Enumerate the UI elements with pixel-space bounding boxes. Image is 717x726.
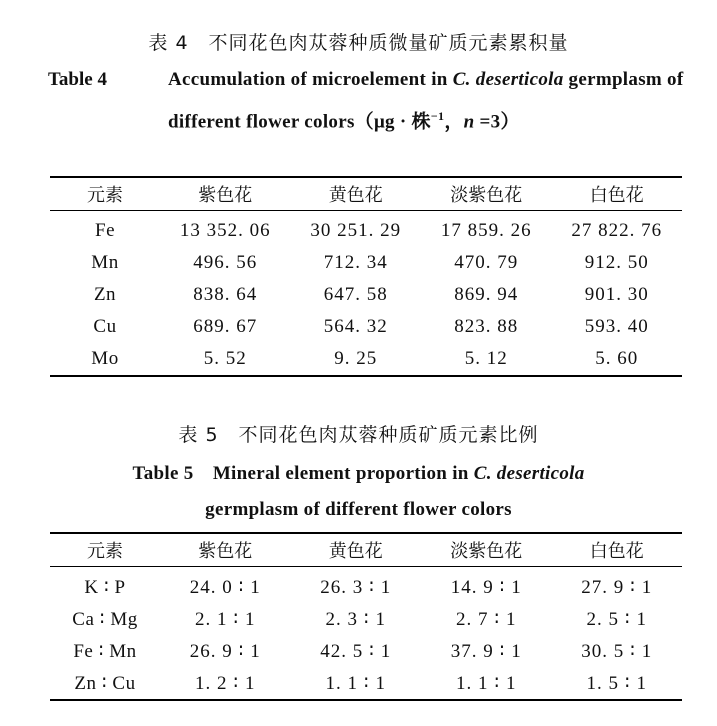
- column-header: 淡紫色花: [421, 533, 552, 567]
- value-cell: 30 251. 29: [310, 220, 402, 241]
- value-cell: 14. 9 ∶ 1: [450, 576, 522, 598]
- value-cell: 24. 0 ∶ 1: [189, 576, 261, 598]
- table5-caption-en: Table 5 Mineral element proportion in C. deserticola germplasm of different flower colors: [132, 463, 585, 520]
- value-cell: 689. 67: [193, 316, 258, 337]
- value-cell: 1. 5 ∶ 1: [586, 672, 647, 694]
- value-cell: 712. 34: [323, 252, 388, 273]
- value-cell: 564. 32: [323, 316, 388, 337]
- value-cell: 593. 40: [584, 316, 649, 337]
- element-cell: K ∶ P: [84, 576, 126, 598]
- element-cell: Mo: [91, 348, 119, 369]
- column-header: 元素: [50, 177, 160, 211]
- column-header: 白色花: [552, 177, 683, 211]
- value-cell: 2. 7 ∶ 1: [456, 608, 517, 630]
- value-cell: 5. 12: [464, 348, 508, 369]
- value-cell: 42. 5 ∶ 1: [320, 640, 392, 662]
- table4-header-row: [50, 177, 682, 211]
- value-cell: 13 352. 06: [179, 220, 271, 241]
- value-cell: 37. 9 ∶ 1: [450, 640, 522, 662]
- table-row: [50, 247, 682, 279]
- value-cell: 647. 58: [323, 284, 388, 305]
- value-cell: 1. 2 ∶ 1: [195, 672, 256, 694]
- table4-label: Table 4: [48, 69, 107, 90]
- column-header: 黄色花: [291, 177, 422, 211]
- element-cell: Zn ∶ Cu: [74, 672, 136, 694]
- table5: [50, 532, 682, 701]
- value-cell: 1. 1 ∶ 1: [325, 672, 386, 694]
- value-cell: 30. 5 ∶ 1: [581, 640, 653, 662]
- value-cell: 9. 25: [334, 348, 378, 369]
- table4: [50, 176, 682, 377]
- table-row: [50, 667, 682, 700]
- table5-caption-cn: 表 5 不同花色肉苁蓉种质矿质元素比例: [178, 424, 539, 446]
- element-cell: Mn: [91, 252, 119, 273]
- table-row: [50, 343, 682, 376]
- table-row: [50, 567, 682, 604]
- column-header: 淡紫色花: [421, 177, 552, 211]
- value-cell: 5. 60: [595, 348, 639, 369]
- table-row: [50, 279, 682, 311]
- value-cell: 2. 5 ∶ 1: [586, 608, 647, 630]
- element-cell: Fe: [95, 220, 115, 241]
- table-row: [50, 211, 682, 248]
- value-cell: 26. 9 ∶ 1: [189, 640, 261, 662]
- table4-caption-text: Accumulation of microelement in C. deserticola germplasm of different flower colors（μg · 株$^{-1}$，n =3）: [168, 69, 684, 133]
- table-row: [50, 311, 682, 343]
- value-cell: 823. 88: [454, 316, 519, 337]
- value-cell: 470. 79: [454, 252, 519, 273]
- element-cell: Zn: [93, 284, 117, 305]
- value-cell: 912. 50: [584, 252, 649, 273]
- value-cell: 901. 30: [584, 284, 649, 305]
- value-cell: 27 822. 76: [571, 220, 663, 241]
- column-header: 紫色花: [160, 177, 291, 211]
- value-cell: 5. 52: [203, 348, 247, 369]
- table4-caption-cn: 表 4 不同花色肉苁蓉种质微量矿质元素累积量: [148, 32, 569, 54]
- element-cell: Ca ∶ Mg: [72, 608, 138, 630]
- table-row: [50, 603, 682, 635]
- value-cell: 2. 1 ∶ 1: [195, 608, 256, 630]
- table-row: [50, 635, 682, 667]
- value-cell: 838. 64: [193, 284, 258, 305]
- value-cell: 27. 9 ∶ 1: [581, 576, 653, 598]
- value-cell: 2. 3 ∶ 1: [325, 608, 386, 630]
- column-header: 紫色花: [160, 533, 291, 567]
- table5-header-row: [50, 533, 682, 567]
- column-header: 黄色花: [291, 533, 422, 567]
- value-cell: 26. 3 ∶ 1: [320, 576, 392, 598]
- value-cell: 1. 1 ∶ 1: [456, 672, 517, 694]
- value-cell: 17 859. 26: [440, 220, 532, 241]
- element-cell: Fe ∶ Mn: [73, 640, 137, 662]
- column-header: 白色花: [552, 533, 683, 567]
- element-cell: Cu: [93, 316, 117, 337]
- value-cell: 869. 94: [454, 284, 519, 305]
- value-cell: 496. 56: [193, 252, 258, 273]
- column-header: 元素: [50, 533, 160, 567]
